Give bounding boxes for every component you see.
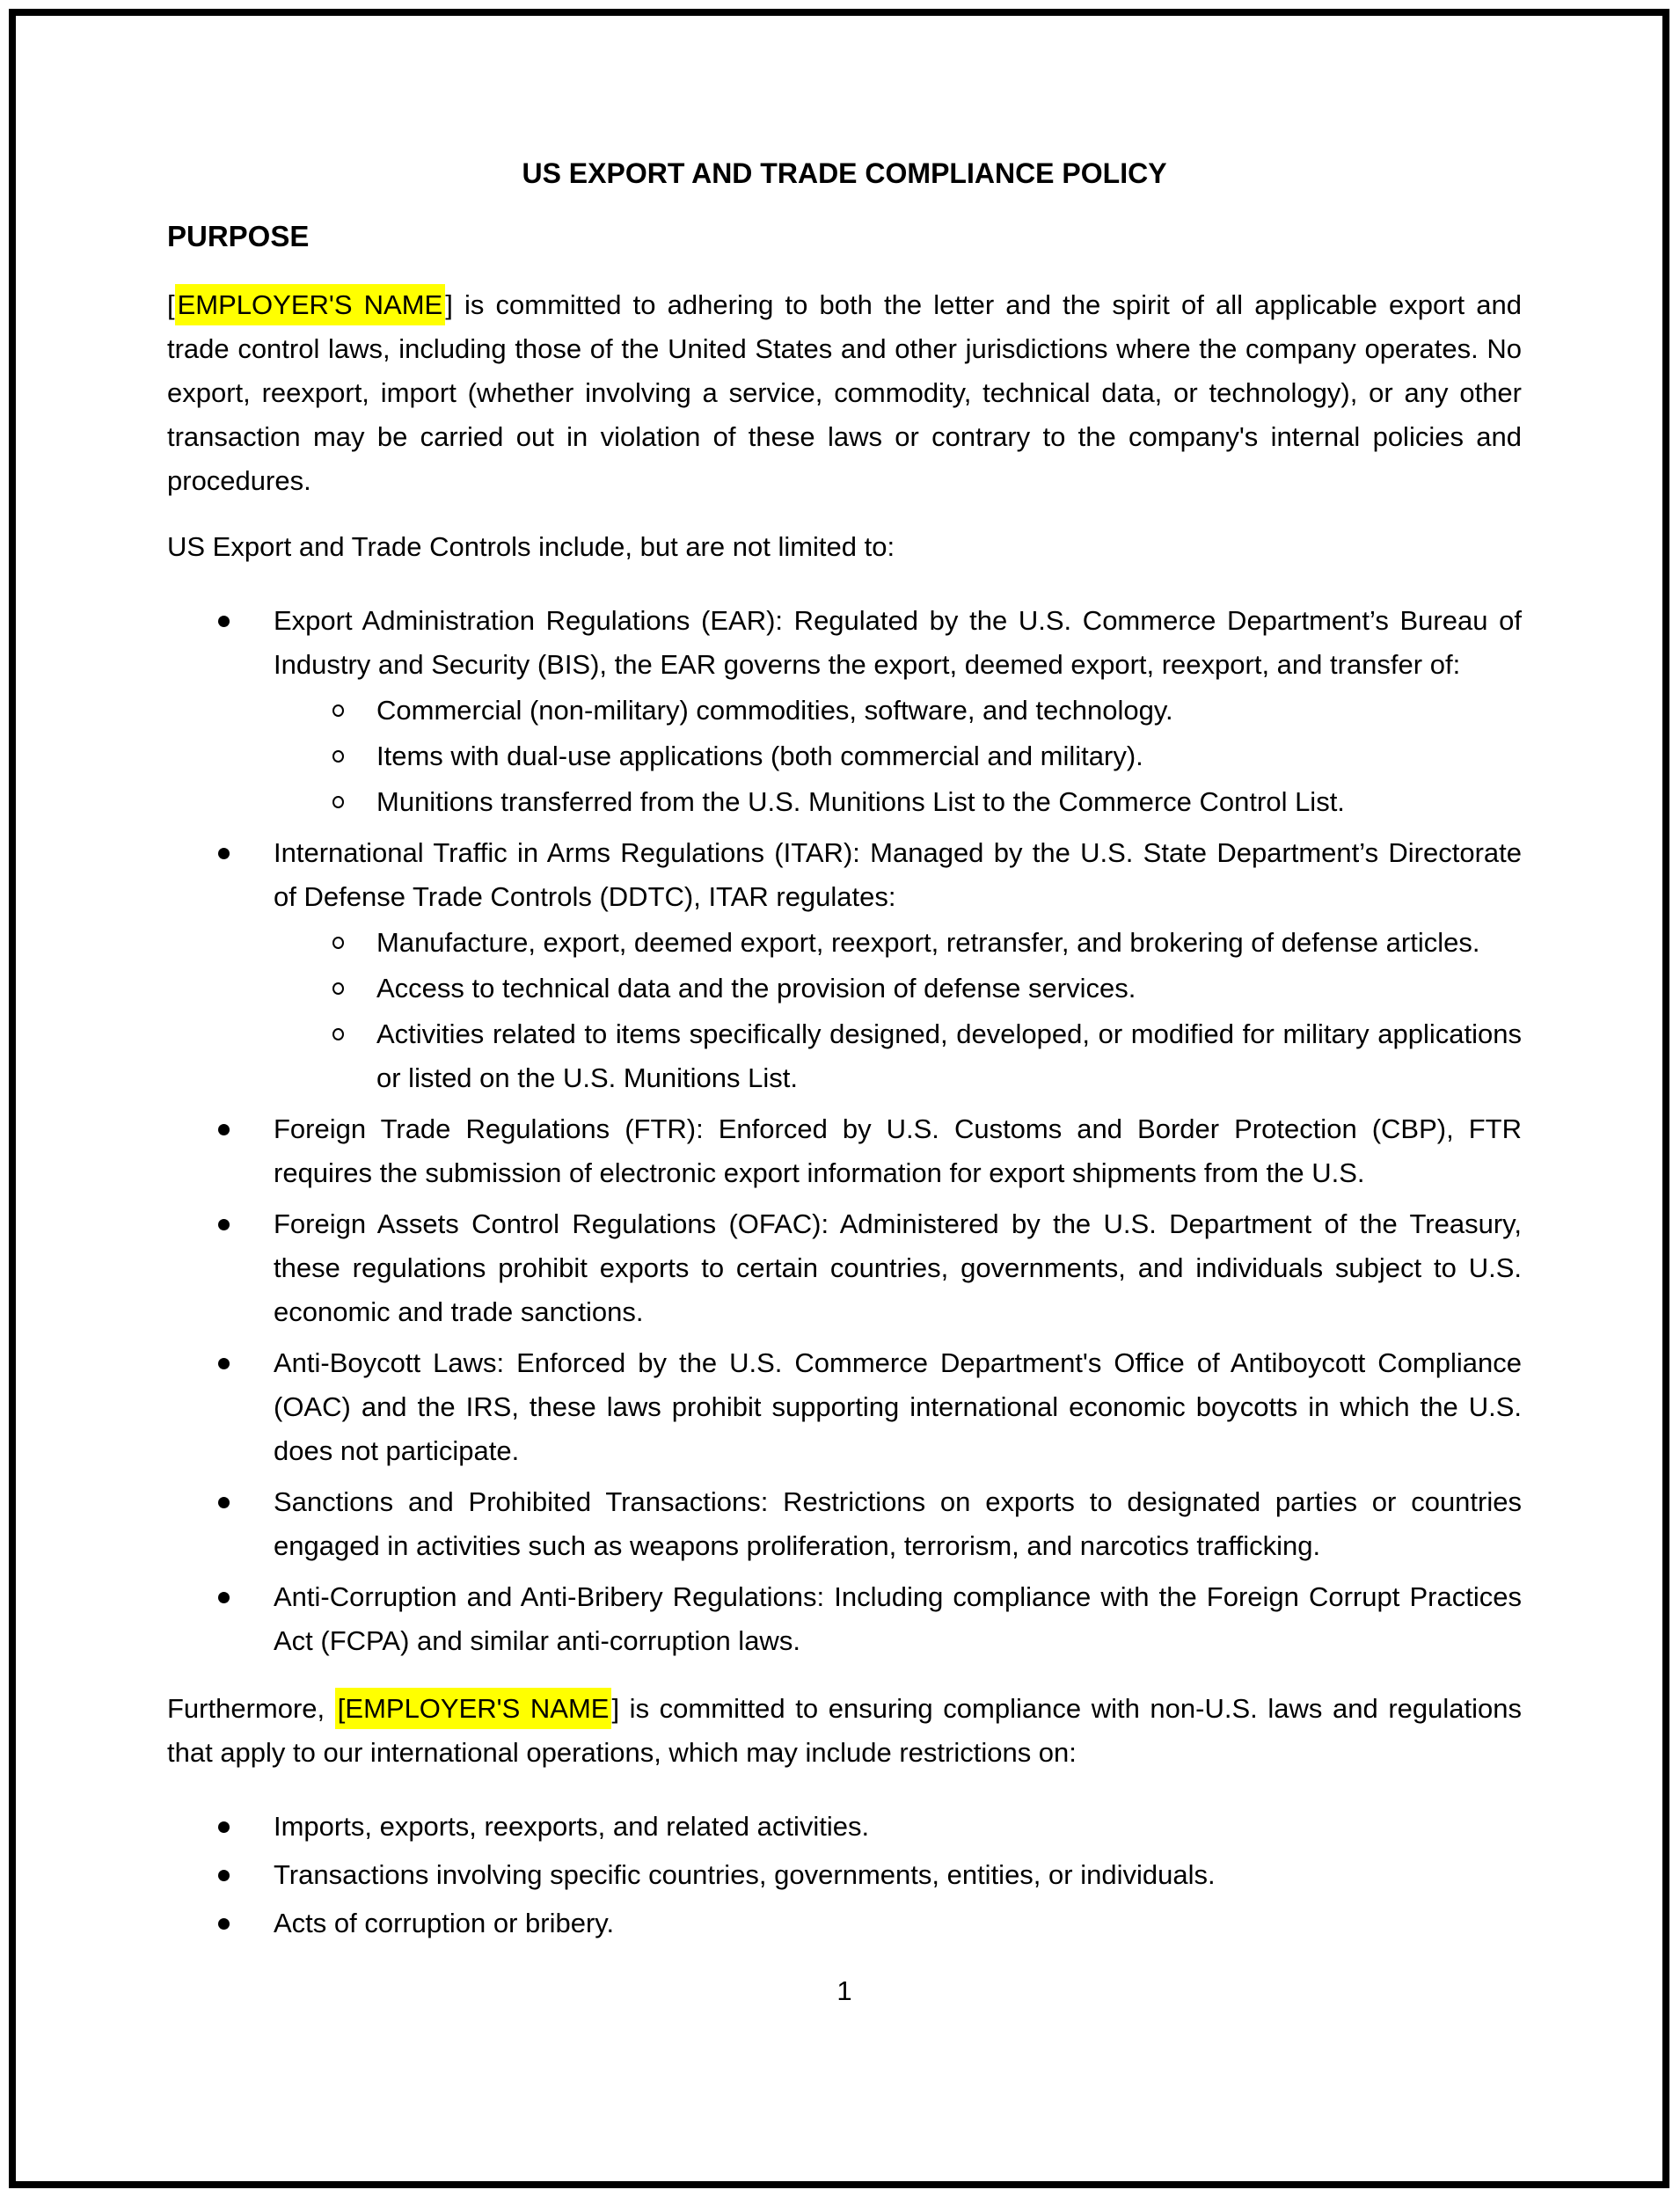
list-item-text: International Traffic in Arms Regulations (ITAR): Managed by the U.S. State Department’s Directorate of Defense Trade Controls (DDTC), ITAR regulates:: [274, 837, 1522, 912]
sub-list-item-text: Commercial (non-military) commodities, software, and technology.: [376, 695, 1173, 726]
sub-list-item: [167, 689, 1522, 733]
sub-list-item-text: Activities related to items specifically designed, developed, or modified for military applications or listed on the U.S. Munitions List.: [376, 1018, 1522, 1093]
list-item: [167, 1341, 1522, 1473]
bullet-dot-icon: [218, 1497, 230, 1508]
us-controls-list: [167, 599, 1522, 1663]
paragraph-text: Furthermore,: [167, 1693, 335, 1724]
list-item: [167, 1853, 1522, 1897]
bullet-dot-icon: [218, 1124, 230, 1135]
bullet-dot-icon: [218, 1358, 230, 1369]
controls-lead-in: US Export and Trade Controls include, but are not limited to:: [167, 531, 895, 562]
purpose-heading: PURPOSE: [167, 220, 310, 252]
hollow-circle-bullet-icon: [332, 1028, 344, 1040]
paragraph-text: ] is committed to ensuring compliance with non-U.S. laws and regulations that apply to our international operations, which may include restrictions on:: [167, 1693, 1522, 1768]
employer-name-highlight: EMPLOYER'S NAME: [175, 284, 446, 325]
list-item-text: Foreign Trade Regulations (FTR): Enforced by U.S. Customs and Border Protection (CBP), FTR requires the submission of electronic export information for export shipments from the U.S.: [274, 1113, 1522, 1188]
list-item: [167, 1805, 1522, 1849]
hollow-circle-bullet-icon: [332, 750, 344, 763]
list-item-text: Imports, exports, reexports, and related activities.: [274, 1811, 870, 1842]
bullet-dot-icon: [218, 1219, 230, 1230]
furthermore-paragraph: [167, 1687, 1522, 1775]
sub-list-item-text: Access to technical data and the provision of defense services.: [376, 973, 1136, 1004]
sub-list-item-text: Munitions transferred from the U.S. Munitions List to the Commerce Control List.: [376, 786, 1345, 817]
bullet-dot-icon: [218, 848, 230, 859]
page-number: 1: [836, 1975, 852, 2006]
bullet-dot-icon: [218, 1592, 230, 1603]
sub-list-item: [167, 967, 1522, 1011]
sub-list-item-text: Manufacture, export, deemed export, reexport, retransfer, and brokering of defense articles.: [376, 927, 1480, 958]
paragraph-text: ] is committed to adhering to both the letter and the spirit of all applicable export and trade control laws, including those of the United States and other jurisdictions where the company operates. No export, reexport, import (whether involving a service, commodity, technical data, or technology), or any other transaction may be carried out in violation of these laws or contrary to the company's internal policies and procedures.: [167, 289, 1522, 496]
bullet-dot-icon: [218, 1870, 230, 1881]
paragraph-text: [: [167, 289, 175, 320]
list-item: [167, 1202, 1522, 1334]
list-item: [167, 831, 1522, 1100]
sub-list-item: [167, 921, 1522, 965]
bullet-dot-icon: [218, 616, 230, 627]
list-item-text: Transactions involving specific countries, governments, entities, or individuals.: [274, 1859, 1216, 1890]
hollow-circle-bullet-icon: [332, 704, 344, 717]
non-us-restrictions-list: [167, 1805, 1522, 1945]
list-item-text: Sanctions and Prohibited Transactions: Restrictions on exports to designated parties or countries engaged in activities such as weapons proliferation, terrorism, and narcotics trafficking.: [274, 1486, 1522, 1561]
hollow-circle-bullet-icon: [332, 937, 344, 949]
bullet-dot-icon: [218, 1918, 230, 1930]
purpose-intro-paragraph: [167, 283, 1522, 503]
hollow-circle-bullet-icon: [332, 982, 344, 995]
list-item-text: Anti-Corruption and Anti-Bribery Regulations: Including compliance with the Foreign Corrupt Practices Act (FCPA) and similar anti-corruption laws.: [274, 1581, 1522, 1656]
list-item: [167, 1480, 1522, 1568]
list-item-text: Acts of corruption or bribery.: [274, 1908, 615, 1938]
list-item: [167, 1575, 1522, 1663]
list-item: [167, 1107, 1522, 1195]
list-item-text: Export Administration Regulations (EAR): Regulated by the U.S. Commerce Department’s Bureau of Industry and Security (BIS), the EAR governs the export, deemed export, reexport, and transfer of:: [274, 605, 1522, 680]
bullet-dot-icon: [218, 1821, 230, 1833]
list-item-text: Foreign Assets Control Regulations (OFAC): Administered by the U.S. Department of the Treasury, these regulations prohibit exports to certain countries, governments, and individuals subject to U.S. economic and trade sanctions.: [274, 1208, 1522, 1327]
sub-list-item: [167, 780, 1522, 824]
employer-name-highlight: [EMPLOYER'S NAME: [335, 1688, 612, 1729]
list-item: [167, 1901, 1522, 1945]
document-title: US EXPORT AND TRADE COMPLIANCE POLICY: [522, 157, 1167, 189]
list-item-text: Anti-Boycott Laws: Enforced by the U.S. Commerce Department's Office of Antiboycott Compliance (OAC) and the IRS, these laws prohibit supporting international economic boycotts in which the U.S. does not participate.: [274, 1347, 1522, 1466]
list-item: [167, 599, 1522, 824]
sub-list-item-text: Items with dual-use applications (both commercial and military).: [376, 741, 1143, 771]
sub-list-item: [167, 1012, 1522, 1100]
hollow-circle-bullet-icon: [332, 796, 344, 808]
sub-list-item: [167, 734, 1522, 778]
